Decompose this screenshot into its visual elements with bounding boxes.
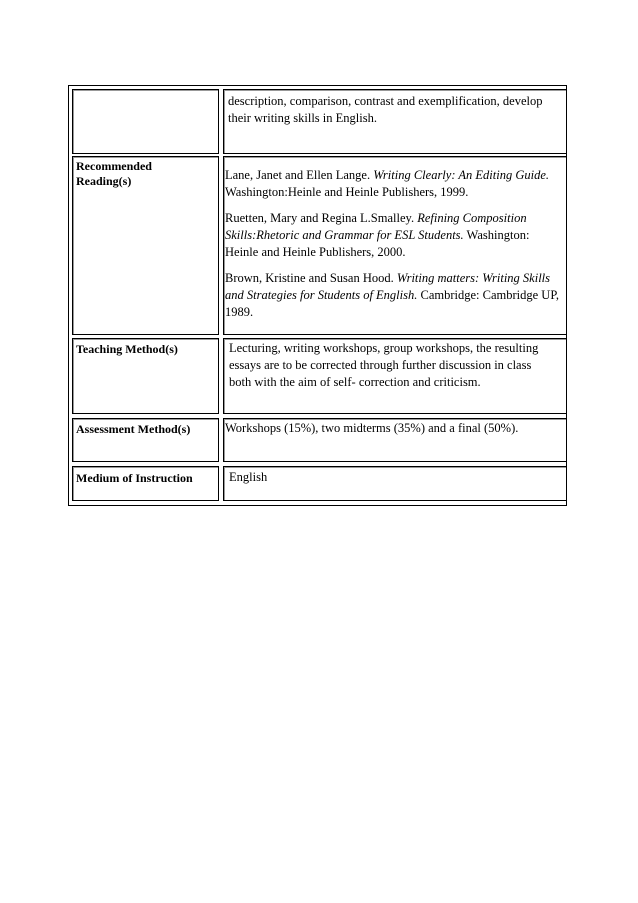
assessment-value: Workshops (15%), two midterms (35%) and a final (50%). [225, 421, 519, 435]
reading-book-1 [225, 167, 565, 201]
teaching-label: Teaching Method(s) [76, 342, 178, 356]
book-3-title: Writing matters: Writing Skills and Strategies for Students of English. [225, 271, 551, 302]
book-1-authors: Lane, Janet and Ellen Lange. [225, 168, 374, 182]
book-2-publisher: Washington: Heinle and Heinle Publishers, 2000. [225, 228, 530, 259]
assessment-value-cell [223, 418, 567, 462]
book-2-authors: Ruetten, Mary and Regina L.Smalley. [225, 211, 418, 225]
medium-label: Medium of Instruction [76, 471, 193, 485]
book-3-authors: Brown, Kristine and Susan Hood. [225, 271, 397, 285]
teaching-label-cell [72, 338, 219, 414]
teaching-row [72, 338, 567, 414]
reading-label-line2: Reading(s) [76, 173, 132, 188]
continuation-label-cell [72, 89, 219, 154]
assessment-label-cell [72, 418, 219, 462]
reading-label-cell [72, 156, 219, 335]
reading-book-3 [225, 270, 565, 321]
continuation-row [72, 89, 567, 154]
book-1-title: Writing Clearly: An Editing Guide. [373, 168, 550, 182]
continuation-value: description, comparison, contrast and exemplification, develop their writing skills in English. [228, 94, 543, 125]
medium-row [72, 466, 567, 501]
teaching-value: Lecturing, writing workshops, group workshops, the resulting essays are to be corrected through further discussion in class both with the aim of self- correction and criticism. [229, 341, 539, 389]
reading-book-2 [225, 210, 565, 261]
medium-label-cell [72, 466, 219, 501]
reading-label-line1: Recommended [76, 159, 152, 173]
reading-value-cell [223, 156, 567, 335]
medium-value-cell [223, 466, 567, 501]
medium-value: English [229, 470, 268, 484]
assessment-label: Assessment Method(s) [76, 422, 191, 436]
continuation-value-cell [223, 89, 567, 154]
book-2-title: Refining Composition Skills:Rhetoric and Grammar for ESL Students. [225, 211, 527, 242]
reading-label [76, 159, 152, 188]
assessment-row [72, 418, 567, 462]
teaching-value-cell [223, 338, 567, 414]
reading-row [72, 156, 567, 335]
book-3-publisher: Cambridge: Cambridge UP, 1989. [225, 288, 560, 319]
book-1-publisher: Washington:Heinle and Heinle Publishers, 1999. [225, 185, 469, 199]
reading-list [225, 167, 565, 321]
